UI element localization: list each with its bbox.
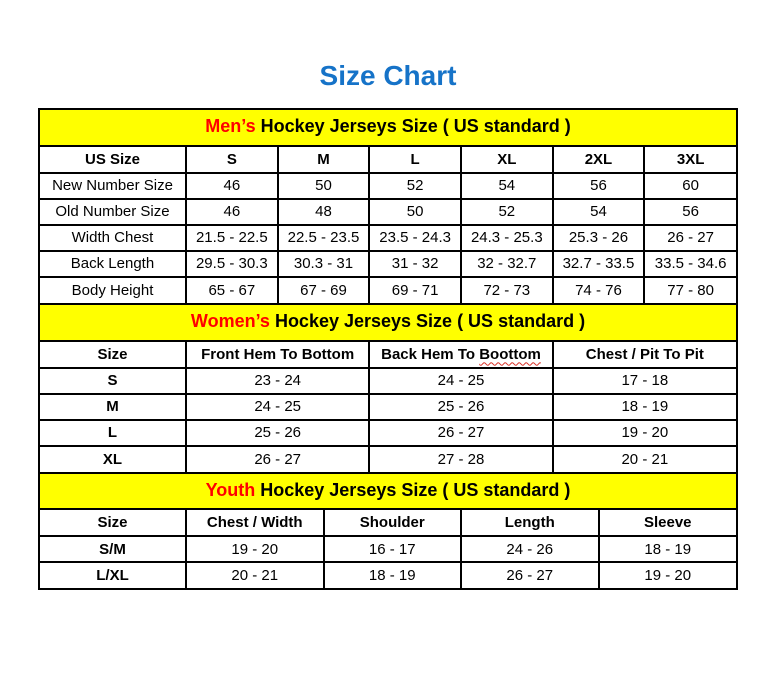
table-row	[40, 251, 736, 277]
size-value: 24 - 26	[461, 536, 599, 562]
womens-size-table	[40, 342, 736, 472]
column-header: L	[369, 147, 461, 173]
size-value: 33.5 - 34.6	[644, 251, 736, 277]
table-header-row	[40, 342, 736, 368]
size-value: 25 - 26	[369, 394, 552, 420]
table-row	[40, 446, 736, 472]
table-row	[40, 536, 736, 562]
size-value: 19 - 20	[553, 420, 736, 446]
size-value: 31 - 32	[369, 251, 461, 277]
size-value: 77 - 80	[644, 277, 736, 303]
youth-size-table	[40, 510, 736, 588]
size-value: 46	[186, 173, 278, 199]
size-value: 60	[644, 173, 736, 199]
banner-highlight: Youth	[205, 479, 256, 500]
size-value: 18 - 19	[599, 536, 737, 562]
youth-section-banner	[40, 472, 736, 511]
size-value: 19 - 20	[599, 562, 737, 588]
column-header: Size	[40, 342, 186, 368]
size-value: 32.7 - 33.5	[553, 251, 645, 277]
size-value: 27 - 28	[369, 446, 552, 472]
mens-section-banner	[40, 110, 736, 147]
column-header: 3XL	[644, 147, 736, 173]
table-row	[40, 420, 736, 446]
column-header: Length	[461, 510, 599, 536]
size-value: 26 - 27	[186, 446, 369, 472]
size-value: 46	[186, 199, 278, 225]
row-label: M	[40, 394, 186, 420]
size-value: 26 - 27	[461, 562, 599, 588]
size-value: 52	[461, 199, 553, 225]
misspelled-word: Boottom	[479, 345, 541, 363]
size-value: 29.5 - 30.3	[186, 251, 278, 277]
size-value: 23.5 - 24.3	[369, 225, 461, 251]
size-value: 24 - 25	[369, 368, 552, 394]
size-value: 52	[369, 173, 461, 199]
size-value: 20 - 21	[186, 562, 324, 588]
column-header: US Size	[40, 147, 186, 173]
row-label: Width Chest	[40, 225, 186, 251]
table-row	[40, 199, 736, 225]
page-title: Size Chart	[319, 60, 457, 91]
size-value: 21.5 - 22.5	[186, 225, 278, 251]
table-header-row	[40, 147, 736, 173]
size-value: 18 - 19	[324, 562, 462, 588]
size-value: 50	[369, 199, 461, 225]
column-header: Chest / Width	[186, 510, 324, 536]
column-header: S	[186, 147, 278, 173]
row-label: XL	[40, 446, 186, 472]
table-header-row	[40, 510, 736, 536]
size-value: 25 - 26	[186, 420, 369, 446]
size-value: 16 - 17	[324, 536, 462, 562]
size-value: 26 - 27	[644, 225, 736, 251]
banner-highlight: Women’s	[190, 310, 270, 331]
column-header: XL	[461, 147, 553, 173]
table-row	[40, 368, 736, 394]
column-header: Back Hem To Boottom	[369, 342, 552, 368]
table-row	[40, 277, 736, 303]
size-value: 56	[553, 173, 645, 199]
size-value: 24.3 - 25.3	[461, 225, 553, 251]
size-value: 54	[461, 173, 553, 199]
column-header: Front Hem To Bottom	[186, 342, 369, 368]
size-value: 48	[278, 199, 370, 225]
row-label: S/M	[40, 536, 186, 562]
table-row	[40, 562, 736, 588]
size-value: 18 - 19	[553, 394, 736, 420]
mens-size-table	[40, 147, 736, 303]
size-value: 19 - 20	[186, 536, 324, 562]
banner-label: Hockey Jerseys Size ( US standard )	[255, 116, 571, 136]
size-value: 65 - 67	[186, 277, 278, 303]
row-label: S	[40, 368, 186, 394]
size-value: 25.3 - 26	[553, 225, 645, 251]
column-header: M	[278, 147, 370, 173]
row-label: Old Number Size	[40, 199, 186, 225]
size-value: 23 - 24	[186, 368, 369, 394]
column-header: Size	[40, 510, 186, 536]
womens-section-banner	[40, 303, 736, 342]
column-header: Chest / Pit To Pit	[553, 342, 736, 368]
banner-label: Hockey Jerseys Size ( US standard )	[269, 310, 586, 331]
size-value: 26 - 27	[369, 420, 552, 446]
table-row	[40, 173, 736, 199]
size-value: 20 - 21	[553, 446, 736, 472]
row-label: New Number Size	[40, 173, 186, 199]
size-chart-container	[38, 108, 738, 590]
size-value: 56	[644, 199, 736, 225]
table-row	[40, 394, 736, 420]
banner-label: Hockey Jerseys Size ( US standard )	[255, 479, 571, 500]
size-value: 22.5 - 23.5	[278, 225, 370, 251]
size-value: 67 - 69	[278, 277, 370, 303]
size-value: 69 - 71	[369, 277, 461, 303]
size-value: 32 - 32.7	[461, 251, 553, 277]
size-value: 54	[553, 199, 645, 225]
size-value: 74 - 76	[553, 277, 645, 303]
row-label: L	[40, 420, 186, 446]
column-header: Sleeve	[599, 510, 737, 536]
table-row	[40, 225, 736, 251]
row-label: Back Length	[40, 251, 186, 277]
size-value: 24 - 25	[186, 394, 369, 420]
size-value: 50	[278, 173, 370, 199]
row-label: L/XL	[40, 562, 186, 588]
column-header: Shoulder	[324, 510, 462, 536]
size-value: 30.3 - 31	[278, 251, 370, 277]
column-header: 2XL	[553, 147, 645, 173]
size-value: 72 - 73	[461, 277, 553, 303]
banner-highlight: Men’s	[205, 116, 256, 136]
size-value: 17 - 18	[553, 368, 736, 394]
row-label: Body Height	[40, 277, 186, 303]
